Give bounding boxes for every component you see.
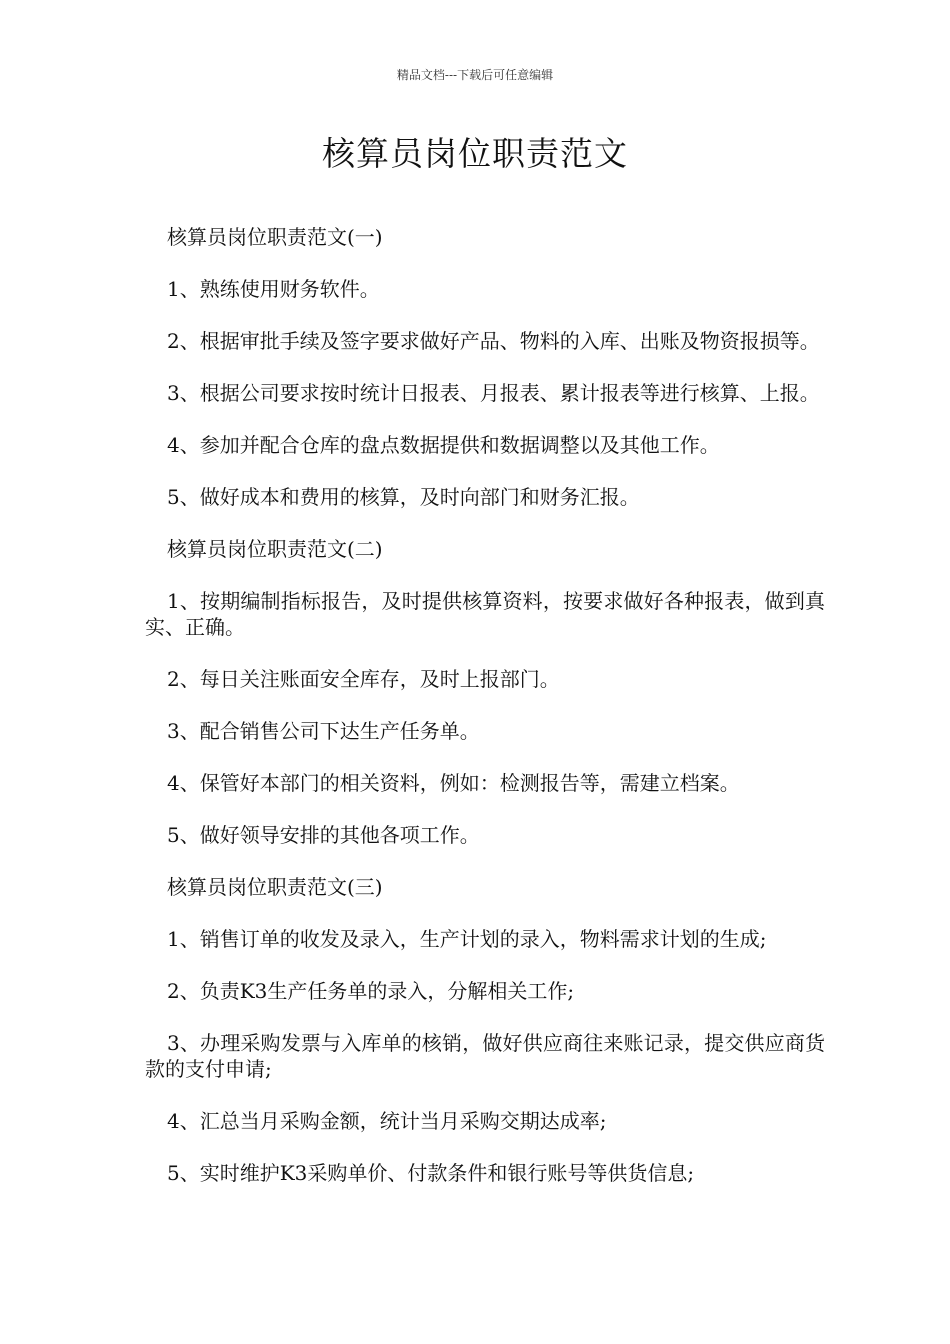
paragraph: 1、熟练使用财务软件。: [167, 277, 380, 301]
paragraph: 2、负责K3生产任务单的录入，分解相关工作;: [167, 979, 575, 1003]
paragraph: 3、根据公司要求按时统计日报表、月报表、累计报表等进行核算、上报。: [167, 381, 820, 405]
paragraph: 5、做好领导安排的其他各项工作。: [167, 823, 480, 847]
paragraph: 5、做好成本和费用的核算，及时向部门和财务汇报。: [167, 485, 640, 509]
section-heading-3: 核算员岗位职责范文(三): [167, 875, 383, 899]
paragraph: 1、按期编制指标报告，及时提供核算资料，按要求做好各种报表，做到真实、正确。: [145, 589, 825, 639]
section-heading-2: 核算员岗位职责范文(二): [167, 537, 383, 561]
paragraph: 4、参加并配合仓库的盘点数据提供和数据调整以及其他工作。: [167, 433, 720, 457]
header-note: 精品文档---下载后可任意编辑: [396, 68, 554, 82]
document-title: 核算员岗位职责范文: [322, 134, 628, 173]
paragraph: 1、销售订单的收发及录入，生产计划的录入，物料需求计划的生成;: [167, 927, 767, 951]
document-body: [145, 224, 825, 1212]
section-heading-1: 核算员岗位职责范文(一): [167, 225, 383, 249]
paragraph: 4、汇总当月采购金额，统计当月采购交期达成率;: [167, 1109, 607, 1133]
paragraph: 3、办理采购发票与入库单的核销，做好供应商往来账记录，提交供应商货款的支付申请;: [145, 1031, 825, 1081]
paragraph: 2、每日关注账面安全库存，及时上报部门。: [167, 667, 560, 691]
paragraph: 3、配合销售公司下达生产任务单。: [167, 719, 480, 743]
paragraph: 5、实时维护K3采购单价、付款条件和银行账号等供货信息;: [167, 1161, 695, 1185]
paragraph: 4、保管好本部门的相关资料，例如：检测报告等，需建立档案。: [167, 771, 740, 795]
paragraph: 2、根据审批手续及签字要求做好产品、物料的入库、出账及物资报损等。: [167, 329, 820, 353]
